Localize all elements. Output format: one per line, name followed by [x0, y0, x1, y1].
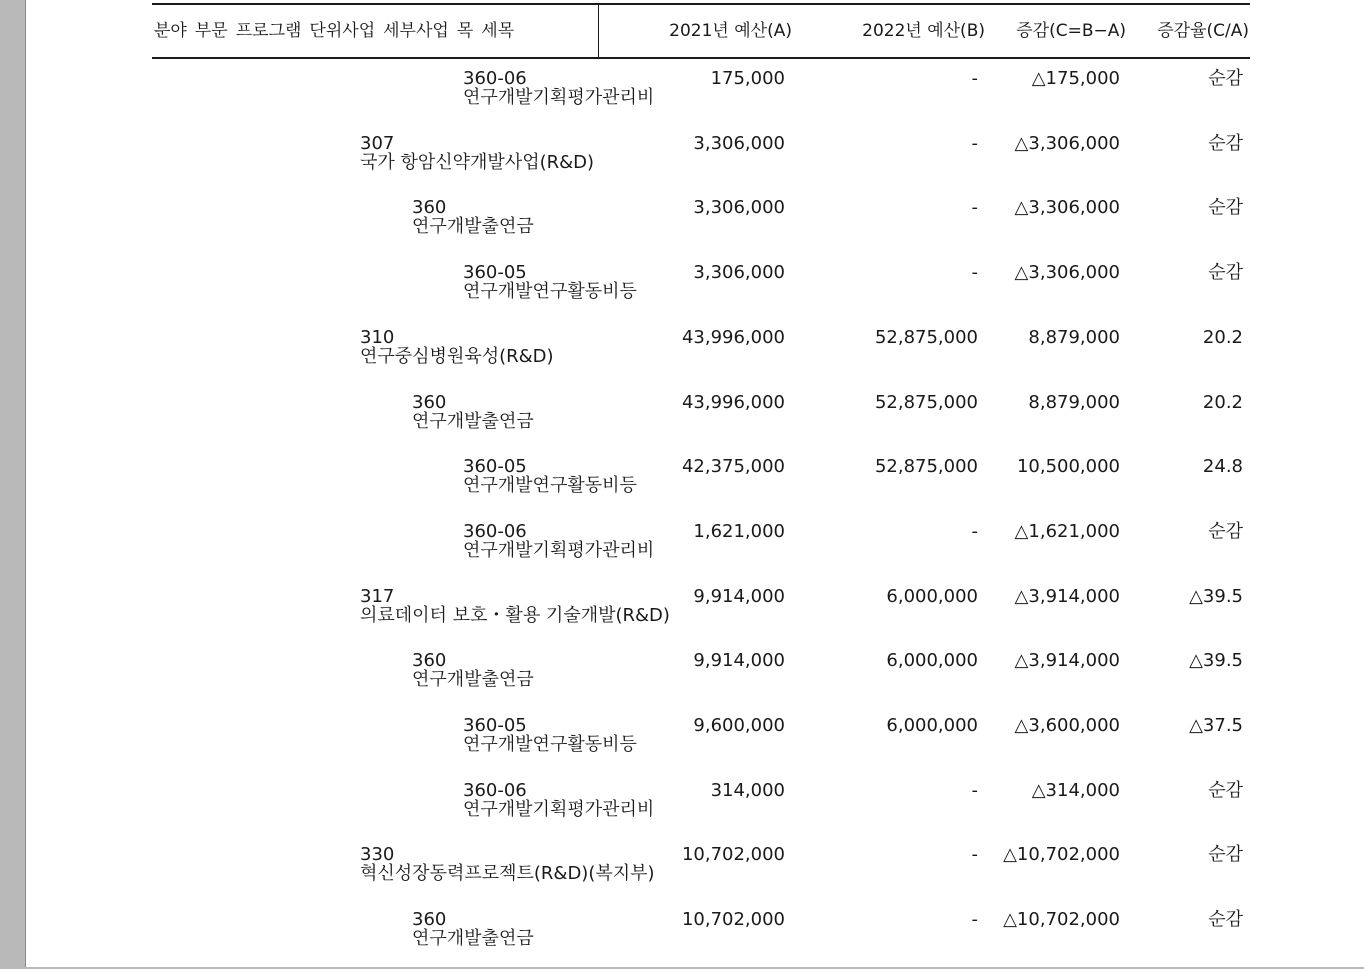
row-change: △1,621,000	[1014, 521, 1120, 542]
row-change: 8,879,000	[1028, 392, 1120, 413]
row-budget-2022: 52,875,000	[874, 456, 978, 477]
header-detail-project: 세부사업	[383, 21, 449, 41]
row-name: 혁신성장동력프로젝트(R&D)(복지부)	[360, 863, 655, 884]
row-budget-2022: -	[971, 844, 978, 865]
row-name: 연구개발연구활동비등	[463, 475, 637, 496]
row-change-rate: 순감	[1208, 909, 1243, 930]
row-budget-2021: 175,000	[710, 68, 785, 89]
header-sector: 부문	[194, 21, 228, 41]
row-budget-2021: 43,996,000	[681, 327, 785, 348]
row-code: 360	[412, 197, 447, 218]
row-budget-2022: 52,875,000	[874, 327, 978, 348]
header-program: 프로그램	[235, 21, 302, 41]
row-change: △10,702,000	[1003, 844, 1120, 865]
row-name: 연구개발출연금	[412, 669, 534, 690]
row-name: 연구개발출연금	[412, 411, 534, 432]
row-change-rate: 20.2	[1202, 327, 1243, 348]
row-budget-2021: 42,375,000	[681, 456, 785, 477]
row-code: 360-05	[463, 262, 527, 283]
row-name: 연구개발기획평가관리비	[463, 540, 655, 561]
table-row	[152, 715, 1250, 775]
table-row	[152, 586, 1250, 646]
row-code: 360	[412, 392, 447, 413]
row-budget-2021: 10,702,000	[681, 844, 785, 865]
table-row	[152, 262, 1250, 322]
row-change: △10,702,000	[1003, 909, 1120, 930]
row-change: △3,306,000	[1014, 262, 1120, 283]
row-budget-2021: 3,306,000	[693, 262, 785, 283]
table-row	[152, 650, 1250, 710]
row-change-rate: 순감	[1208, 521, 1243, 542]
row-name: 연구개발연구활동비등	[463, 734, 637, 755]
header-budget-2021: 2021년 예산(A)	[669, 21, 792, 41]
row-budget-2022: 6,000,000	[886, 650, 978, 671]
row-change-rate: △39.5	[1189, 586, 1243, 607]
hierarchy-header	[154, 5, 522, 57]
table-row	[152, 392, 1250, 452]
row-name: 연구개발출연금	[412, 216, 534, 237]
row-code: 330	[360, 844, 395, 865]
row-change: △3,306,000	[1014, 197, 1120, 218]
row-budget-2021: 3,306,000	[693, 133, 785, 154]
row-budget-2022: -	[971, 909, 978, 930]
row-budget-2022: -	[971, 262, 978, 283]
table-header	[152, 3, 1250, 59]
row-name: 의료데이터 보호・활용 기술개발(R&D)	[360, 605, 670, 626]
row-name: 연구개발연구활동비등	[463, 281, 637, 302]
row-change-rate: 20.2	[1202, 392, 1243, 413]
header-budget-2022: 2022년 예산(B)	[862, 21, 985, 41]
table-row	[152, 780, 1250, 840]
row-change: △3,914,000	[1014, 650, 1120, 671]
row-change: △314,000	[1031, 780, 1120, 801]
table-row	[152, 327, 1250, 387]
row-change-rate: 24.8	[1202, 456, 1243, 477]
row-code: 360-05	[463, 456, 527, 477]
row-name: 연구중심병원육성(R&D)	[360, 346, 554, 367]
table-row	[152, 197, 1250, 257]
row-budget-2021: 9,914,000	[693, 586, 785, 607]
row-budget-2021: 314,000	[710, 780, 785, 801]
table-row	[152, 521, 1250, 581]
row-budget-2022: -	[971, 521, 978, 542]
row-code: 360-06	[463, 521, 527, 542]
row-change-rate: 순감	[1208, 133, 1243, 154]
row-change: △175,000	[1031, 68, 1120, 89]
header-divider	[598, 5, 599, 57]
row-change-rate: 순감	[1208, 844, 1243, 865]
row-name: 국가 항암신약개발사업(R&D)	[360, 152, 595, 173]
row-budget-2022: -	[971, 197, 978, 218]
row-budget-2021: 9,600,000	[693, 715, 785, 736]
row-change-rate: △39.5	[1189, 650, 1243, 671]
row-name: 연구개발출연금	[412, 928, 534, 949]
row-budget-2022: -	[971, 780, 978, 801]
row-budget-2022: 6,000,000	[886, 586, 978, 607]
row-code: 360-06	[463, 68, 527, 89]
header-unit-project: 단위사업	[309, 21, 376, 41]
table-row	[152, 133, 1250, 193]
row-code: 360-06	[463, 780, 527, 801]
row-budget-2022: 6,000,000	[886, 715, 978, 736]
row-change: △3,914,000	[1014, 586, 1120, 607]
header-sub-item: 세목	[481, 21, 515, 41]
header-change: 증감(C=B−A)	[1016, 21, 1126, 41]
row-name: 연구개발기획평가관리비	[463, 799, 655, 820]
row-code: 360-05	[463, 715, 527, 736]
row-budget-2021: 3,306,000	[693, 197, 785, 218]
row-change-rate: 순감	[1208, 262, 1243, 283]
table-row	[152, 844, 1250, 904]
row-budget-2022: 52,875,000	[874, 392, 978, 413]
table-row	[152, 909, 1250, 969]
row-change: 8,879,000	[1028, 327, 1120, 348]
row-code: 360	[412, 650, 447, 671]
row-change-rate: 순감	[1208, 780, 1243, 801]
row-budget-2021: 9,914,000	[693, 650, 785, 671]
table-row	[152, 68, 1250, 128]
row-change-rate: 순감	[1208, 68, 1243, 89]
header-field: 분야	[154, 21, 187, 41]
row-budget-2021: 10,702,000	[681, 909, 785, 930]
header-change-rate: 증감율(C/A)	[1157, 21, 1249, 41]
header-item: 목	[456, 21, 474, 41]
row-change-rate: 순감	[1208, 197, 1243, 218]
row-change: △3,600,000	[1014, 715, 1120, 736]
row-code: 310	[360, 327, 395, 348]
row-budget-2021: 43,996,000	[681, 392, 785, 413]
table-row	[152, 456, 1250, 516]
row-budget-2022: -	[971, 68, 978, 89]
row-budget-2022: -	[971, 133, 978, 154]
row-change-rate: △37.5	[1189, 715, 1243, 736]
row-name: 연구개발기획평가관리비	[463, 87, 655, 108]
row-change: △3,306,000	[1014, 133, 1120, 154]
row-budget-2021: 1,621,000	[693, 521, 785, 542]
row-code: 360	[412, 909, 447, 930]
row-code: 317	[360, 586, 395, 607]
row-code: 307	[360, 133, 395, 154]
row-change: 10,500,000	[1016, 456, 1120, 477]
